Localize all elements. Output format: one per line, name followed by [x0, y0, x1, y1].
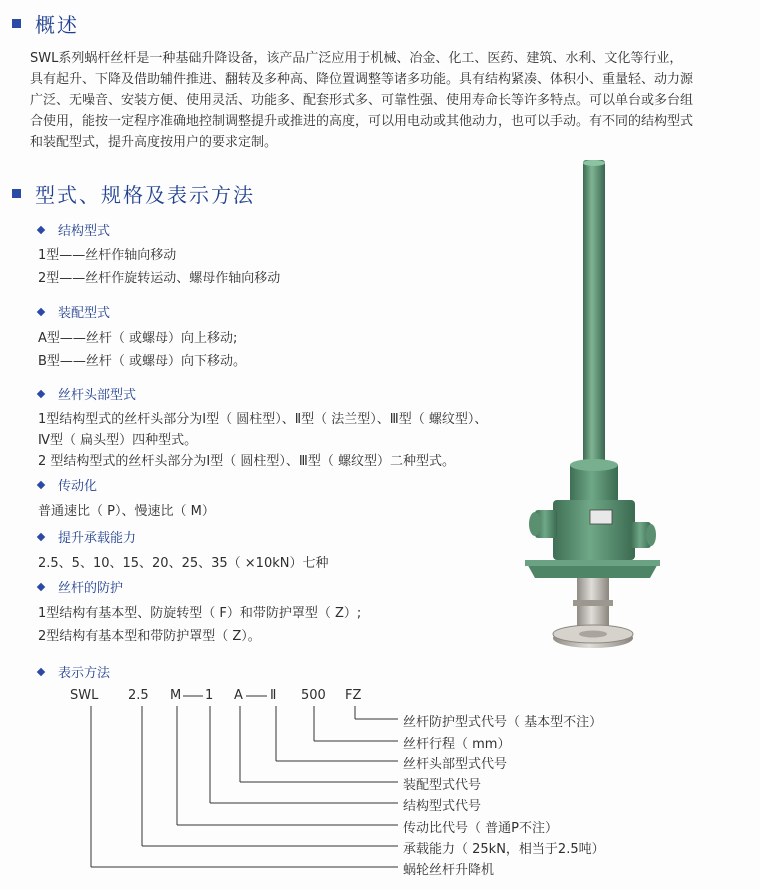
- head-line: 2 型结构型式的丝杆头部分为Ⅰ型（ 圆柱型）、Ⅲ型（ 螺纹型）二种型式。: [38, 454, 455, 469]
- label-ratio: 传动比代号（ 普通P不注）: [403, 821, 558, 836]
- label-capacity: 承载能力（ 25kN，相当于2.5吨）: [403, 842, 605, 857]
- subheading-text: 丝杆的防护: [58, 581, 124, 596]
- subheading-text: 表示方法: [58, 666, 111, 681]
- subheading-text: 提升承载能力: [58, 531, 137, 546]
- label-assembly: 装配型式代号: [403, 778, 482, 793]
- overview-line: 和装配型式，提升高度按用户的要求定制。: [30, 135, 278, 150]
- structure-line: 2型——丝杆作旋转运动、螺母作轴向移动: [38, 271, 281, 286]
- subheading-text: 结构型式: [58, 224, 111, 239]
- code-ratio: M: [170, 688, 182, 703]
- head-line: 1型结构型式的丝杆头部分为Ⅰ型（ 圆柱型）、Ⅱ型（ 法兰型）、Ⅲ型（ 螺纹型）、: [38, 412, 488, 427]
- code-capacity: 2.5: [128, 688, 149, 703]
- overview-line: 具有起升、下降及借助辅件推进、翻转及多种高、降位置调整等诸多功能。具有结构紧凑、体积小、重量轻、动力源: [30, 72, 694, 87]
- protective-tube: [583, 160, 605, 465]
- head-line: Ⅳ型（ 扁头型）四种型式。: [38, 433, 198, 448]
- subheading-text: 传动化: [58, 479, 98, 494]
- code-stroke: 500: [301, 688, 326, 703]
- gear-housing: [553, 500, 635, 560]
- label-head: 丝杆头部型式代号: [403, 757, 508, 772]
- overview-line: 广泛、无噪音、安装方便、使用灵活、功能多、配套形式多、可靠性强、使用寿命长等许多特点。可以单台或多台组: [30, 93, 694, 108]
- code-protection: FZ: [345, 688, 362, 703]
- subheading-text: 装配型式: [58, 306, 111, 321]
- label-stroke: 丝杆行程（ mm）: [403, 737, 511, 752]
- code-swl: SWL: [70, 688, 99, 703]
- label-protection: 丝杆防护型式代号（ 基本型不注）: [403, 715, 603, 730]
- assembly-line: A型——丝杆（ 或螺母）向上移动;: [38, 331, 238, 346]
- protection-line: 2型结构有基本型和带防护罩型（ Z）。: [38, 629, 261, 644]
- code-structure: 1: [205, 688, 214, 703]
- code-head: Ⅱ: [270, 688, 277, 703]
- overview-line: 合使用，能按一定程序准确地控制调整提升或推进的高度，可以用电动或其他动力，也可以手动。有不同的结构型式: [30, 114, 694, 129]
- structure-line: 1型——丝杆作轴向移动: [38, 248, 177, 263]
- capacity-line: 2.5、5、10、15、20、25、35（ ×10kN）七种: [38, 556, 329, 571]
- protection-line: 1型结构有基本型、防旋转型（ F）和带防护罩型（ Z）;: [38, 606, 362, 621]
- label-machine: 蜗轮丝杆升降机: [403, 863, 495, 878]
- overview-line: SWL系列蜗杆丝杆是一种基础升降设备，该产品广泛应用于机械、冶金、化工、医药、建筑、水利、文化等行业，: [30, 51, 683, 66]
- spec-title-text: 型式、规格及表示方法: [35, 182, 255, 207]
- code-assembly: A: [234, 688, 243, 703]
- subheading-text: 丝杆头部型式: [58, 388, 137, 403]
- screw-jack-image: [515, 160, 665, 655]
- overview-title-text: 概述: [35, 12, 79, 37]
- assembly-line: B型——丝杆（ 或螺母）向下移动。: [38, 354, 247, 369]
- label-structure: 结构型式代号: [403, 799, 482, 814]
- transmission-line: 普通速比（ P）、慢速比（ M）: [38, 504, 215, 519]
